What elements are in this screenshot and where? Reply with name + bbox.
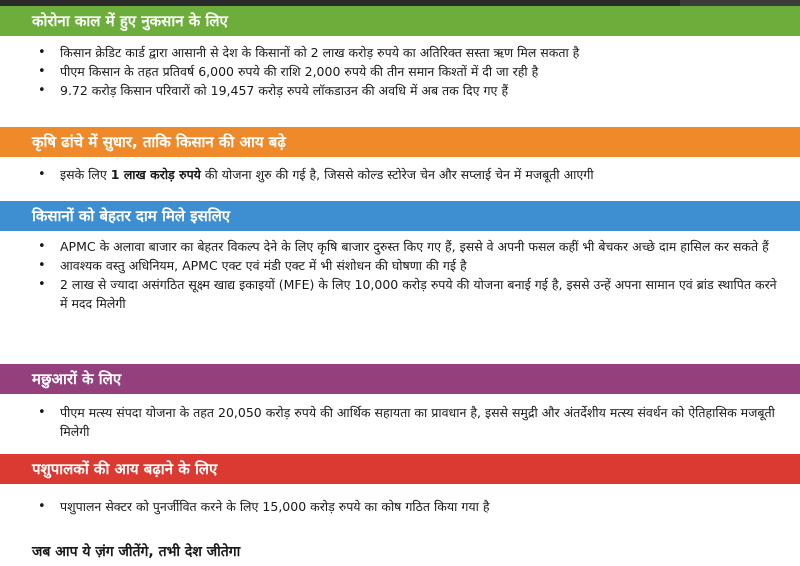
- item-text: 9.72 करोड़ किसान परिवारों को 19,457 करोड़ रुपये लॉकडाउन की अवधि में अब तक दिए गए हैं: [60, 83, 509, 98]
- section-header-better-price: किसानों को बेहतर दाम मिले इसलिए: [0, 201, 800, 231]
- item-text: पीएम किसान के तहत प्रतिवर्ष 6,000 रुपये की राशि 2,000 रुपये की तीन समान किश्तों में दी जा रही है: [60, 64, 539, 79]
- bullet-icon: •: [38, 405, 46, 420]
- section-list-livestock: [0, 497, 800, 516]
- section-list-infrastructure: [0, 165, 800, 184]
- list-item: [0, 81, 800, 100]
- list-item: [0, 497, 800, 516]
- section-header-fishermen: मछुआरों के लिए: [0, 364, 800, 394]
- list-item: [0, 237, 800, 256]
- section-header-infrastructure: कृषि ढांचे में सुधार, ताकि किसान की आय बढ़े: [0, 127, 800, 157]
- item-text: इसके लिए 1 लाख करोड़ रुपये की योजना शुरु की गई है, जिससे कोल्ड स्टोरेज चेन और सप्लाई चेन में मजबूती आएगी: [60, 167, 594, 182]
- footer-slogan: जब आप ये ज़ंग जीतेंगे, तभी देश जीतेगा: [32, 544, 241, 560]
- bullet-icon: •: [38, 45, 46, 60]
- list-item: [0, 165, 800, 184]
- list-item: [0, 275, 800, 313]
- bullet-icon: •: [38, 258, 46, 273]
- bullet-icon: •: [38, 64, 46, 79]
- bullet-icon: •: [38, 239, 46, 254]
- item-text: पशुपालन सेक्टर को पुनर्जीवित करने के लिए 15,000 करोड़ रुपये का कोष गठित किया गया है: [60, 499, 490, 514]
- section-list-corona: [0, 43, 800, 100]
- highlight-amount: 1 लाख करोड़ रुपये: [110, 167, 201, 182]
- list-item: [0, 62, 800, 81]
- item-text: आवश्यक वस्तु अधिनियम, APMC एक्ट एवं मंडी एक्ट में भी संशोधन की घोषणा की गई है: [60, 258, 467, 273]
- section-header-corona: कोरोना काल में हुए नुकसान के लिए: [0, 6, 800, 36]
- bullet-icon: •: [38, 167, 46, 182]
- bullet-icon: •: [38, 83, 46, 98]
- bullet-icon: •: [38, 277, 46, 292]
- item-text: पीएम मत्स्य संपदा योजना के तहत 20,050 करोड़ रुपये की आर्थिक सहायता का प्रावधान है, इससे समुद्री और अंतर्देशीय मत्स्य संवर्धन को ऐतिहासिक मजबूती मिलेगी: [60, 405, 775, 439]
- section-list-better-price: [0, 237, 800, 313]
- list-item: [0, 43, 800, 62]
- section-list-fishermen: [0, 403, 800, 441]
- list-item: [0, 403, 800, 441]
- section-header-livestock: पशुपालकों की आय बढ़ाने के लिए: [0, 454, 800, 484]
- item-text: किसान क्रेडिट कार्ड द्वारा आसानी से देश के किसानों को 2 लाख करोड़ रुपये का अतिरिक्त सस्ता ऋण मिल सकता है: [60, 45, 580, 60]
- list-item: [0, 256, 800, 275]
- bullet-icon: •: [38, 499, 46, 514]
- item-text: APMC के अलावा बाजार का बेहतर विकल्प देने के लिए कृषि बाजार दुरुस्त किए गए हैं, इससे वे अपनी फसल कहीं भी बेचकर अच्छे दाम हासिल कर सकते हैं: [60, 239, 769, 254]
- item-text: 2 लाख से ज्यादा असंगठित सूक्ष्म खाद्य इकाइयों (MFE) के लिए 10,000 करोड़ रुपये की योजना बनाई गई है, इससे उन्हें अपना सामान एवं ब्रांड स्थापित करने में मदद मिलेगी: [60, 277, 777, 311]
